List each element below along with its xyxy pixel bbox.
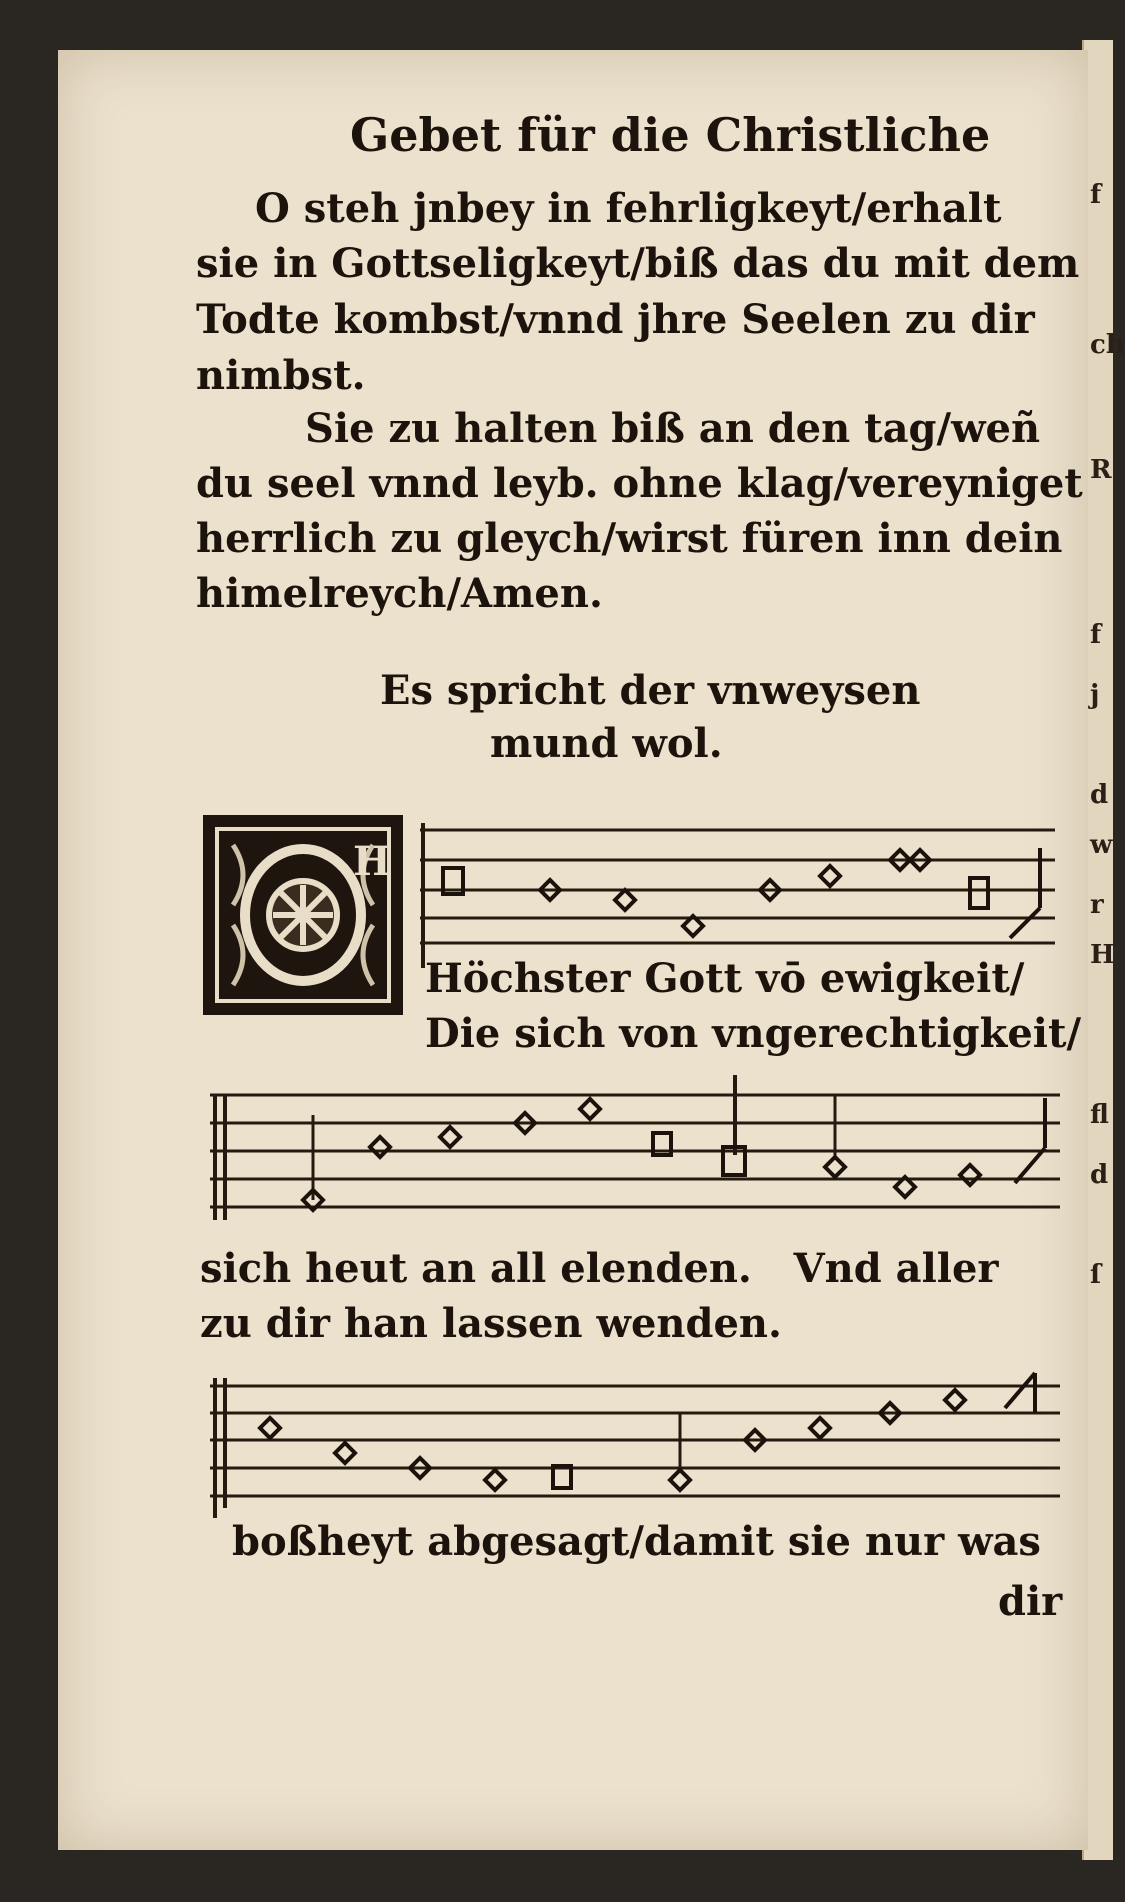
edge-glyph: R: [1090, 455, 1112, 485]
drop-initial-woodcut: [203, 815, 403, 1015]
song-title-line: Es spricht der vnweysen: [380, 667, 921, 714]
prayer-line: Sie zu halten biß an den tag/weñ: [305, 405, 1041, 452]
catchword: dir: [998, 1578, 1063, 1625]
prayer-line: Todte kombst/vnnd jhre Seelen zu dir: [196, 296, 1035, 343]
lyric-line: boßheyt abgesagt/damit sie nur was: [232, 1518, 1041, 1565]
lyric-line: sich heut an all elenden. Vnd aller: [200, 1245, 999, 1292]
prayer-line: nimbst.: [196, 352, 366, 399]
song-title-line: mund wol.: [490, 720, 723, 767]
edge-glyph: w: [1090, 830, 1113, 860]
lyric-line: Die sich von vngerechtigkeit/: [425, 1010, 1082, 1057]
lyric-line: zu dir han lassen wenden.: [200, 1300, 782, 1347]
edge-glyph: fl: [1090, 1100, 1109, 1130]
music-staff: [415, 818, 1065, 968]
prayer-line: O steh jnbey in fehrligkeyt/erhalt: [255, 185, 1002, 232]
edge-glyph: d: [1090, 780, 1109, 810]
running-title: Gebet für die Christliche: [350, 108, 991, 162]
edge-glyph: r: [1090, 890, 1104, 920]
edge-glyph: ſ: [1090, 1260, 1102, 1290]
edge-glyph: f: [1090, 620, 1102, 650]
edge-glyph: j: [1090, 680, 1100, 710]
edge-glyph: H: [1090, 940, 1115, 970]
edge-glyph: ch: [1090, 330, 1125, 360]
prayer-line: himelreych/Amen.: [196, 570, 603, 617]
drop-initial-letter: H: [353, 838, 391, 885]
edge-glyph: d: [1090, 1160, 1109, 1190]
music-staff: [205, 1075, 1065, 1225]
lyric-line: Höchster Gott vō ewigkeit/: [425, 955, 1025, 1002]
prayer-line: du seel vnnd leyb. ohne klag/vereyniget: [196, 460, 1083, 507]
music-staff: [205, 1368, 1065, 1518]
edge-glyph: f: [1090, 180, 1102, 210]
prayer-line: herrlich zu gleych/wirst füren inn dein: [196, 515, 1063, 562]
prayer-line: sie in Gottseligkeyt/biß das du mit dem: [196, 240, 1080, 287]
